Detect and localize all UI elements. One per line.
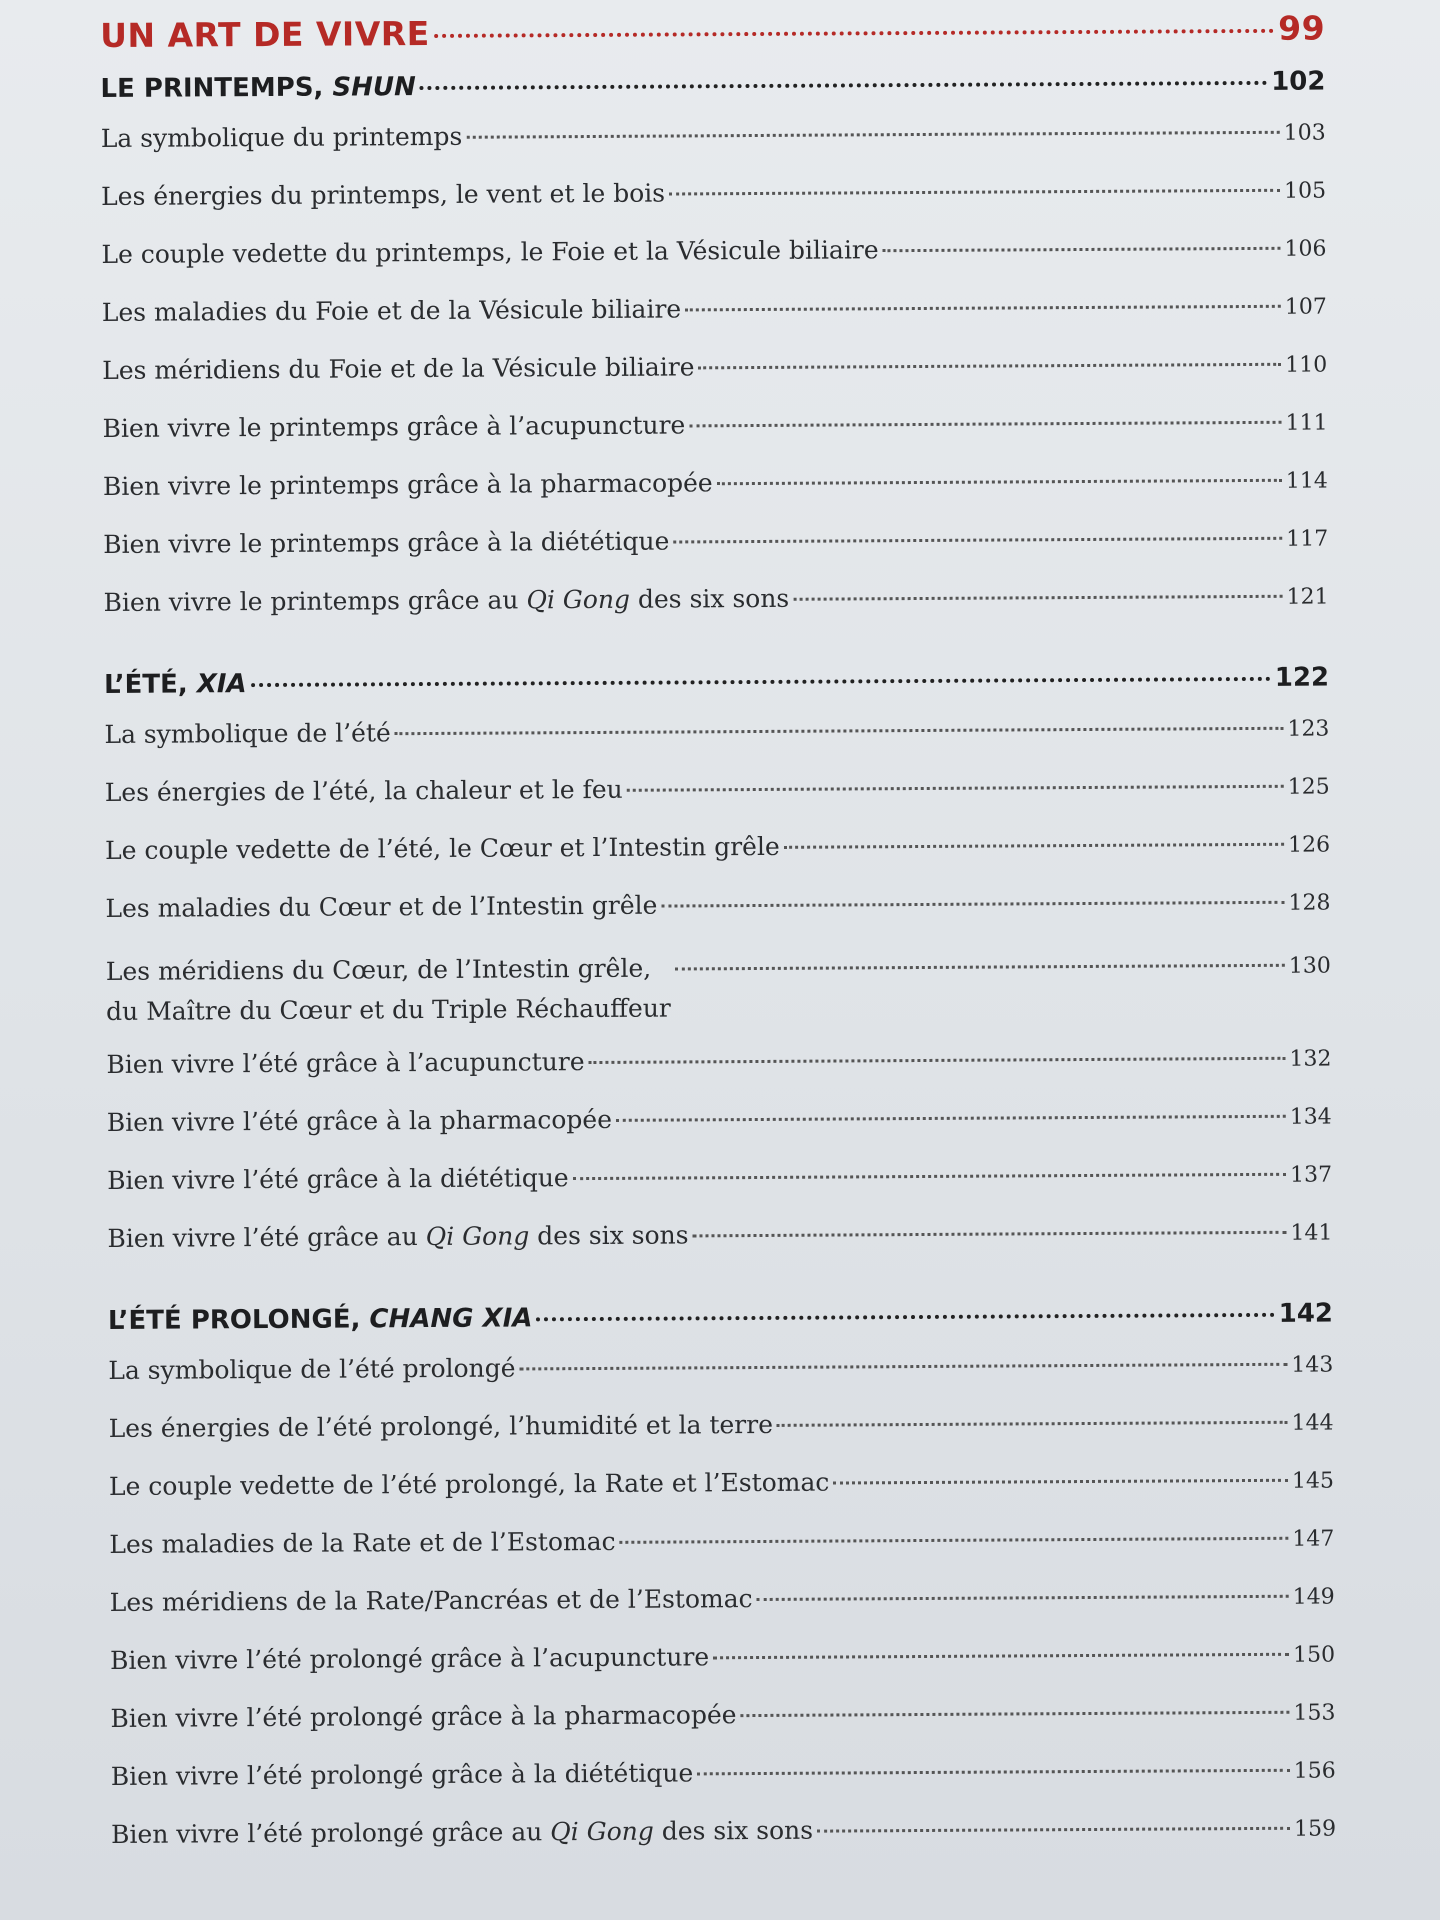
entry-title: Bien vivre l’été prolongé grâce au Qi Gong des six sons xyxy=(111,1815,814,1849)
dot-leader xyxy=(616,1115,1286,1122)
entry-page-number: 147 xyxy=(1292,1526,1335,1552)
entry-title: Les énergies de l’été prolongé, l’humidité et la terre xyxy=(108,1409,774,1443)
dot-leader xyxy=(777,1421,1288,1427)
dot-leader xyxy=(536,1313,1274,1322)
entry-page-number: 123 xyxy=(1287,716,1330,742)
table-of-contents xyxy=(100,5,1336,1878)
toc-entry xyxy=(107,1100,1332,1165)
toc-entry xyxy=(101,175,1326,240)
entry-page-number: 144 xyxy=(1291,1410,1334,1436)
entry-page-number: 130 xyxy=(1288,953,1331,979)
toc-entry xyxy=(103,523,1328,588)
dot-leader xyxy=(420,81,1267,90)
entry-page-number: 150 xyxy=(1292,1642,1336,1668)
toc-entry xyxy=(107,1216,1332,1281)
toc-entry xyxy=(105,771,1330,836)
dot-leader xyxy=(717,479,1282,485)
entry-page-number: 128 xyxy=(1288,890,1331,916)
toc-entry xyxy=(110,1638,1335,1703)
dot-leader xyxy=(697,1769,1290,1776)
entry-title: Les maladies de la Rate et de l’Estomac xyxy=(109,1526,616,1559)
entry-page-number: 105 xyxy=(1284,178,1327,204)
toc-entry xyxy=(102,291,1327,356)
dot-leader xyxy=(661,901,1284,908)
toc-entry xyxy=(109,1522,1334,1587)
entry-title: Bien vivre le printemps grâce à l’acupuncture xyxy=(102,410,686,443)
section-title: LE PRINTEMPS, SHUN xyxy=(100,72,416,104)
toc-entry xyxy=(111,1754,1336,1819)
entry-title: Bien vivre l’été grâce à la diététique xyxy=(107,1163,569,1195)
entry-page-number: 111 xyxy=(1285,410,1328,436)
entry-title: Le couple vedette de l’été, le Cœur et l’Intestin grêle xyxy=(105,831,780,865)
dot-leader xyxy=(784,843,1284,849)
entry-title: La symbolique du printemps xyxy=(100,121,463,153)
entry-page-number: 110 xyxy=(1285,352,1328,378)
entry-page-number: 134 xyxy=(1289,1104,1332,1130)
dot-leader xyxy=(589,1057,1286,1064)
entry-page-number: 117 xyxy=(1286,526,1329,552)
toc-entry xyxy=(110,1696,1335,1761)
part-page-number: 99 xyxy=(1278,8,1326,48)
section-heading-ete-prolonge xyxy=(108,1298,1333,1355)
entry-page-number: 141 xyxy=(1290,1220,1333,1246)
dot-leader xyxy=(693,1231,1287,1238)
section-page-number: 142 xyxy=(1278,1298,1334,1329)
toc-entry xyxy=(111,1812,1336,1877)
entry-page-number: 103 xyxy=(1283,120,1326,146)
dot-leader xyxy=(675,964,1285,971)
section-title: L’ÉTÉ, XIA xyxy=(104,669,247,700)
dot-leader xyxy=(713,1653,1289,1660)
dot-leader xyxy=(817,1827,1290,1833)
entry-title: Bien vivre le printemps grâce au Qi Gong des six sons xyxy=(103,583,790,617)
entry-page-number: 153 xyxy=(1293,1700,1336,1726)
section-page-number: 102 xyxy=(1271,66,1326,97)
toc-entry xyxy=(108,1348,1333,1413)
toc-entry xyxy=(104,581,1329,646)
entry-page-number: 132 xyxy=(1289,1046,1332,1072)
entry-title: Les méridiens du Cœur, de l’Intestin grêle, du Maître du Cœur et du Triple Réchauffeur xyxy=(105,953,671,1026)
entry-title: Les énergies de l’été, la chaleur et le feu xyxy=(104,774,623,807)
dot-leader xyxy=(520,1363,1288,1371)
dot-leader xyxy=(833,1479,1288,1485)
entry-title: Les énergies du printemps, le vent et le bois xyxy=(101,178,666,211)
part-heading xyxy=(100,9,1325,74)
entry-title: Le couple vedette du printemps, le Foie et la Vésicule biliaire xyxy=(101,235,879,269)
toc-entry xyxy=(109,1406,1334,1471)
dot-leader xyxy=(883,247,1281,252)
dot-leader xyxy=(685,305,1281,312)
entry-title: Bien vivre l’été grâce à l’acupuncture xyxy=(106,1047,585,1079)
entry-title: Les maladies du Cœur et de l’Intestin grêle xyxy=(105,890,658,923)
dot-leader xyxy=(395,727,1284,735)
toc-entry xyxy=(101,233,1326,298)
toc-entry xyxy=(106,1042,1331,1107)
dot-leader xyxy=(251,677,1271,687)
dot-leader xyxy=(741,1711,1290,1717)
toc-entry xyxy=(107,1158,1332,1223)
toc-entry xyxy=(104,713,1329,778)
dot-leader xyxy=(793,595,1282,601)
entry-title: La symbolique de l’été prolongé xyxy=(108,1353,516,1385)
toc-entry xyxy=(101,117,1326,182)
dot-leader xyxy=(627,785,1284,792)
section-heading-printemps xyxy=(100,67,1325,124)
dot-leader xyxy=(620,1537,1289,1544)
entry-title: Bien vivre le printemps grâce à la diététique xyxy=(103,526,670,559)
entry-title: Bien vivre le printemps grâce à la pharmacopée xyxy=(102,468,713,501)
section-page-number: 122 xyxy=(1274,662,1330,693)
entry-page-number: 126 xyxy=(1288,832,1331,858)
dot-leader xyxy=(699,363,1282,370)
dot-leader xyxy=(466,131,1280,139)
entry-page-number: 149 xyxy=(1292,1584,1335,1610)
entry-page-number: 159 xyxy=(1294,1816,1337,1842)
toc-entry xyxy=(103,465,1328,530)
toc-entry xyxy=(109,1464,1334,1529)
entry-page-number: 121 xyxy=(1286,584,1329,610)
entry-title: Bien vivre l’été prolongé grâce à l’acupuncture xyxy=(109,1642,710,1675)
entry-page-number: 107 xyxy=(1284,294,1327,320)
dot-leader xyxy=(673,537,1282,544)
toc-entry xyxy=(105,829,1330,894)
entry-title: La symbolique de l’été xyxy=(104,718,391,749)
dot-leader xyxy=(573,1173,1286,1180)
entry-page-number: 114 xyxy=(1285,468,1328,494)
entry-title: Les maladies du Foie et de la Vésicule biliaire xyxy=(101,294,682,327)
entry-title: Les méridiens de la Rate/Pancréas et de l’Estomac xyxy=(109,1584,753,1617)
dot-leader xyxy=(669,189,1280,196)
toc-entry xyxy=(110,1580,1335,1645)
dot-leader xyxy=(757,1595,1289,1601)
entry-title: Bien vivre l’été prolongé grâce à la pharmacopée xyxy=(110,1700,737,1733)
toc-entry xyxy=(102,349,1327,414)
entry-title: Le couple vedette de l’été prolongé, la Rate et l’Estomac xyxy=(108,1467,830,1501)
entry-title: Bien vivre l’été grâce à la pharmacopée xyxy=(106,1104,613,1137)
section-heading-ete xyxy=(104,663,1329,720)
part-title: UN ART DE VIVRE xyxy=(100,13,430,55)
toc-entry xyxy=(105,887,1330,952)
entry-title: Bien vivre l’été grâce au Qi Gong des six sons xyxy=(107,1220,689,1253)
entry-title: Bien vivre l’été prolongé grâce à la diététique xyxy=(110,1758,694,1791)
entry-page-number: 156 xyxy=(1293,1758,1336,1784)
dot-leader xyxy=(434,29,1274,38)
entry-page-number: 137 xyxy=(1290,1162,1333,1188)
entry-page-number: 106 xyxy=(1284,236,1327,262)
entry-page-number: 143 xyxy=(1291,1352,1334,1378)
entry-page-number: 125 xyxy=(1287,774,1330,800)
section-title: L’ÉTÉ PROLONGÉ, CHANG XIA xyxy=(107,1303,533,1336)
toc-entry xyxy=(102,407,1327,472)
dot-leader xyxy=(689,421,1281,428)
entry-title: Les méridiens du Foie et de la Vésicule biliaire xyxy=(102,352,695,385)
entry-page-number: 145 xyxy=(1291,1468,1335,1494)
toc-entry xyxy=(106,944,1332,1049)
